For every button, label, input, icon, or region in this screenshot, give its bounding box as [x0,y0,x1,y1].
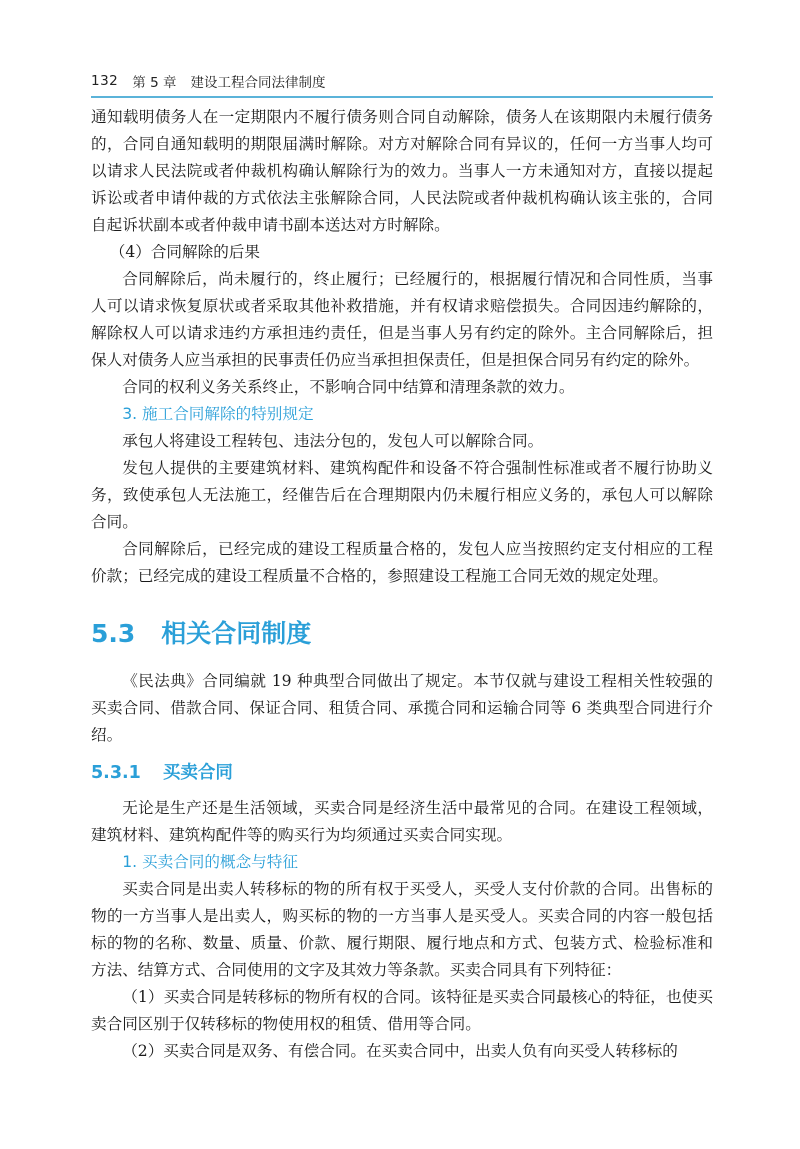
chapter-label: 第 5 章 [132,75,177,91]
subheading-termination-consequences: （4）合同解除的后果 [109,243,260,261]
paragraph-feature-2: （2）买卖合同是双务、有偿合同。在买卖合同中，出卖人负有向买受人转移标的 [122,1042,678,1060]
paragraph-sales-definition: 买卖合同是出卖人转移标的物的所有权于买受人，买受人支付价款的合同。出售标的物的一方当事人是出卖人，购买标的物的一方当事人是买受人。买卖合同的内容一般包括标的物的名称、数量、质量、价款、履行期限、履行地点和方式、包装方式、检验标准和方法、结算方式、合同使用的文字及其效力等条款。买卖合同具有下列特征： [91,880,713,979]
paragraph-section-intro: 《民法典》合同编就 19 种典型合同做出了规定。本节仅就与建设工程相关性较强的买卖合同、借款合同、保证合同、租赁合同、承揽合同和运输合同等 6 类典型合同进行介绍。 [91,672,713,744]
heading-construction-termination: 3. 施工合同解除的特别规定 [122,405,314,423]
paragraph-employer-obligation: 发包人提供的主要建筑材料、建筑构配件和设备不符合强制性标准或者不履行协助义务，致使承包人无法施工，经催告后在合理期限内仍未履行相应义务的，承包人可以解除合同。 [91,459,713,531]
page-number: 132 [91,73,119,89]
heading-sales-concept: 1. 买卖合同的概念与特征 [122,853,298,871]
paragraph-sales-intro: 无论是生产还是生活领域，买卖合同是经济生活中最常见的合同。在建设工程领域，建筑材料、建筑构配件等的购买行为均须通过买卖合同实现。 [91,799,713,844]
paragraph-settlement-clause: 合同的权利义务关系终止，不影响合同中结算和清理条款的效力。 [122,378,575,396]
paragraph-subcontract: 承包人将建设工程转包、违法分包的，发包人可以解除合同。 [122,432,544,450]
paragraph-feature-1: （1）买卖合同是转移标的物所有权的合同。该特征是买卖合同最核心的特征，也使买卖合同区别于仅转移标的物使用权的租赁、借用等合同。 [91,988,713,1033]
paragraph-termination-notice: 通知载明债务人在一定期限内不履行债务则合同自动解除，债务人在该期限内未履行债务的，合同自通知载明的期限届满时解除。对方对解除合同有异议的，任何一方当事人均可以请求人民法院或者仲裁机构确认解除行为的效力。当事人一方未通知对方，直接以提起诉讼或者申请仲裁的方式依法主张解除合同，人民法院或者仲裁机构确认该主张的，合同自起诉状副本或者仲裁申请书副本送达对方时解除。 [91,108,713,234]
chapter-title: 建设工程合同法律制度 [190,75,326,91]
page-content [91,104,713,1065]
section-heading-5-3 [91,616,713,652]
subsection-heading-5-3-1 [91,759,713,787]
section-number: 5.3 [91,619,136,648]
subsection-number: 5.3.1 [91,763,141,783]
running-header [91,70,711,92]
section-title: 相关合同制度 [161,619,312,648]
subsection-title: 买卖合同 [162,763,233,783]
paragraph-after-termination: 合同解除后，已经完成的建设工程质量合格的，发包人应当按照约定支付相应的工程价款；已经完成的建设工程质量不合格的，参照建设工程施工合同无效的规定处理。 [91,540,713,585]
header-rule [91,96,713,98]
paragraph-consequences: 合同解除后，尚未履行的，终止履行；已经履行的，根据履行情况和合同性质，当事人可以请求恢复原状或者采取其他补救措施，并有权请求赔偿损失。合同因违约解除的，解除权人可以请求违约方承担违约责任，但是当事人另有约定的除外。主合同解除后，担保人对债务人应当承担的民事责任仍应当承担担保责任，但是担保合同另有约定的除外。 [91,270,713,369]
